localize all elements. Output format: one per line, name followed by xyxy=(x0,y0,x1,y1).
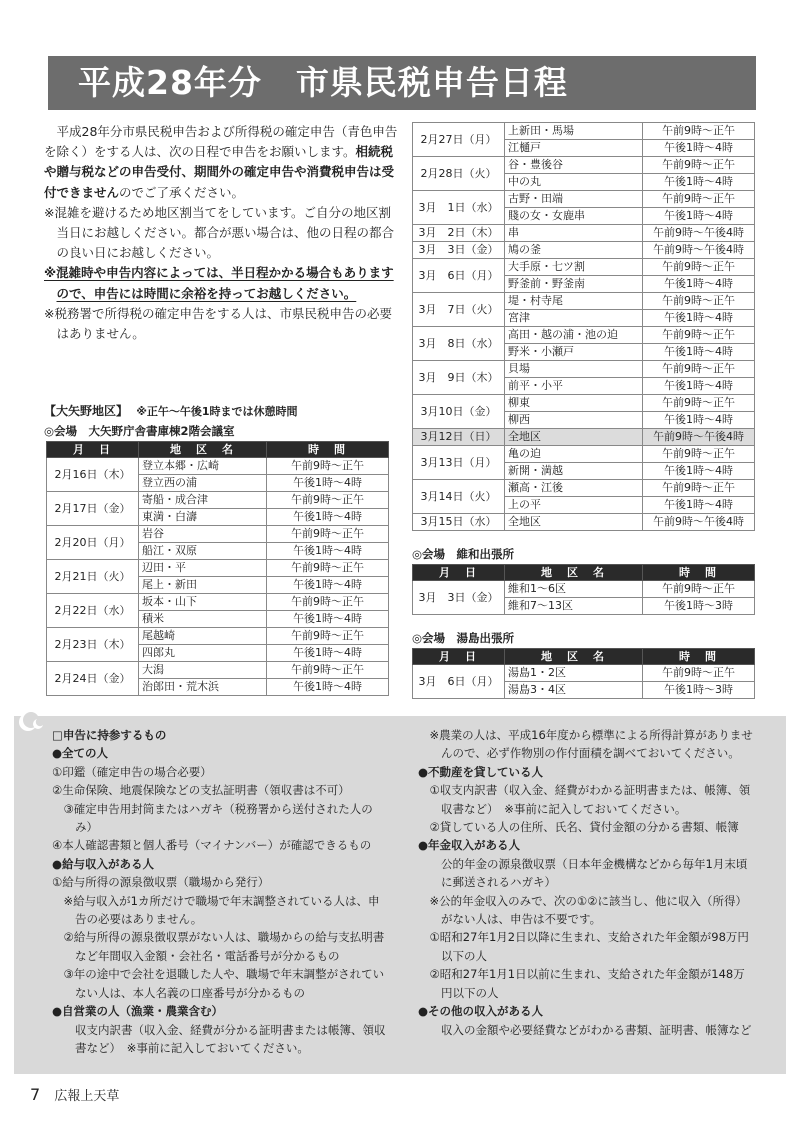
schedule-time: 午後1時～3時 xyxy=(643,682,755,699)
table-header-row xyxy=(47,442,389,458)
schedule-district: 湯島1・2区 xyxy=(505,665,643,682)
schedule-date: 3月 8日（水） xyxy=(413,327,505,361)
table-row xyxy=(47,662,389,679)
items-left-column xyxy=(52,726,390,1057)
schedule-time: 午後1時～4時 xyxy=(643,208,755,225)
schedule-time: 午後1時～4時 xyxy=(643,276,755,293)
schedule-date: 2月20日（月） xyxy=(47,526,139,560)
table-row xyxy=(413,191,755,208)
schedule-time: 午前9時～正午 xyxy=(643,123,755,140)
table-row xyxy=(413,395,755,412)
item-heading: ●全ての人 xyxy=(52,746,109,761)
area-note: ※正午～午後1時までは休憩時間 xyxy=(136,405,298,418)
schedule-table-ishiwa xyxy=(412,564,755,615)
schedule-district: 維和1～6区 xyxy=(505,581,643,598)
table-row xyxy=(413,157,755,174)
item-text: ①昭和27年1月2日以降に生まれ、支給された年金額が98万円以下の人 xyxy=(429,930,749,963)
schedule-date: 3月10日（金） xyxy=(413,395,505,429)
schedule-district: 谷・豊後谷 xyxy=(505,157,643,174)
area-name: 【大矢野地区】 xyxy=(44,404,129,418)
schedule-time: 午前9時～正午 xyxy=(267,628,389,645)
page-number: 7 xyxy=(30,1085,41,1104)
table-row xyxy=(413,665,755,682)
schedule-time: 午前9時～正午 xyxy=(643,581,755,598)
ishiwa-venue: ◎会場 維和出張所 xyxy=(412,547,515,561)
schedule-time: 午前9時～正午 xyxy=(267,526,389,543)
schedule-date: 2月22日（水） xyxy=(47,594,139,628)
schedule-district: 大手原・七ツ割 xyxy=(505,259,643,276)
item-text: ②給与所得の源泉徴収票がない人は、職場からの給与支払明書など年間収入金額・会社名・電話番号が分かるもの xyxy=(63,930,385,963)
schedule-date: 2月17日（金） xyxy=(47,492,139,526)
item-text: ③確定申告用封筒またはハガキ（税務署から送付された人のみ） xyxy=(63,801,373,835)
table-header-row xyxy=(413,565,755,581)
item-heading: □申告に持参するもの xyxy=(52,728,167,742)
schedule-time: 午前9時～正午 xyxy=(643,157,755,174)
schedule-district: 野米・小瀬戸 xyxy=(505,344,643,361)
schedule-district: 宮津 xyxy=(505,310,643,327)
table-header-row xyxy=(413,649,755,665)
schedule-time: 午後1時～4時 xyxy=(267,577,389,594)
schedule-date: 3月13日（月） xyxy=(413,446,505,480)
items-right-column xyxy=(418,726,754,1039)
header-date: 月 日 xyxy=(47,442,139,458)
schedule-date: 2月21日（火） xyxy=(47,560,139,594)
schedule-date: 3月 3日（金） xyxy=(413,242,505,259)
table-row xyxy=(413,480,755,497)
page-footer xyxy=(30,1085,119,1104)
item-text: ③年の途中で会社を退職した人や、職場で年末調整がされていない人は、本人名義の口座番号が分かるもの xyxy=(63,967,385,1000)
schedule-district: 高田・越の浦・池の迫 xyxy=(505,327,643,344)
schedule-district: 登立本郷・広崎 xyxy=(139,458,267,475)
schedule-time: 午後1時～4時 xyxy=(643,497,755,514)
schedule-time: 午後1時～4時 xyxy=(267,475,389,492)
item-text: ①給与所得の源泉徴収票（職場から発行） xyxy=(52,875,270,890)
schedule-date: 3月 6日（月） xyxy=(413,665,505,699)
schedule-time: 午前9時～午後4時 xyxy=(643,514,755,531)
schedule-time: 午後1時～4時 xyxy=(643,344,755,361)
schedule-district: 新開・満越 xyxy=(505,463,643,480)
crescent-decoration-icon xyxy=(16,710,46,734)
item-text: ①収支内訳書（収入金、経費がわかる証明書または、帳簿、領収書など） ※事前に記入しておいてください。 xyxy=(429,783,751,816)
intro-note-3: ※税務署で所得税の確定申告をする人は、市県民税申告の必要はありません。 xyxy=(44,305,392,342)
schedule-time: 午前9時～正午 xyxy=(643,361,755,378)
item-text: 収支内訳書（収入金、経費が分かる証明書または帳簿、領収書など） ※事前に記入しておいてください。 xyxy=(63,1022,386,1055)
schedule-district: 江樋戸 xyxy=(505,140,643,157)
header-time: 時 間 xyxy=(643,649,755,665)
schedule-district: 維和7～13区 xyxy=(505,598,643,615)
item-heading: ●不動産を貸している人 xyxy=(418,764,544,779)
schedule-date: 2月28日（火） xyxy=(413,157,505,191)
schedule-time: 午後1時～4時 xyxy=(267,509,389,526)
schedule-district: 瀬高・江後 xyxy=(505,480,643,497)
table-row xyxy=(413,123,755,140)
item-text: 収入の金額や必要経費などがわかる書類、証明書、帳簿など xyxy=(429,1022,752,1037)
schedule-date: 3月 1日（水） xyxy=(413,191,505,225)
schedule-district: 尾上・新田 xyxy=(139,577,267,594)
schedule-time: 午前9時～正午 xyxy=(643,446,755,463)
schedule-district: 登立西の浦 xyxy=(139,475,267,492)
oyano-venue: ◎会場 大矢野庁舎書庫棟2階会議室 xyxy=(44,424,235,438)
title-banner xyxy=(48,56,756,110)
schedule-time: 午前9時～正午 xyxy=(267,492,389,509)
page-title: 平成28年分 市県民税申告日程 xyxy=(78,63,568,102)
schedule-table-oyano-1 xyxy=(46,441,389,696)
schedule-time: 午前9時～午後4時 xyxy=(643,225,755,242)
item-text: ④本人確認書類と個人番号（マイナンバー）が確認できるもの xyxy=(52,838,372,853)
schedule-district: 貝場 xyxy=(505,361,643,378)
table-row xyxy=(47,526,389,543)
table-row xyxy=(47,492,389,509)
header-district: 地 区 名 xyxy=(505,565,643,581)
schedule-district: 東満・白濤 xyxy=(139,509,267,526)
schedule-date: 3月12日（日） xyxy=(413,429,505,446)
schedule-date: 2月23日（木） xyxy=(47,628,139,662)
schedule-district: 鳩の釜 xyxy=(505,242,643,259)
item-heading: ●給与収入がある人 xyxy=(52,856,155,871)
schedule-time: 午前9時～正午 xyxy=(643,395,755,412)
intro-note-2: ※混雑時や申告内容によっては、半日程かかる場合もありますので、申告には時間に余裕を持ってお越しください。 xyxy=(44,265,394,301)
schedule-time: 午前9時～正午 xyxy=(267,594,389,611)
schedule-district: 湯島3・4区 xyxy=(505,682,643,699)
schedule-time: 午前9時～正午 xyxy=(267,458,389,475)
schedule-district: 積米 xyxy=(139,611,267,628)
item-heading: ●その他の収入がある人 xyxy=(418,1004,544,1019)
schedule-time: 午後1時～4時 xyxy=(643,140,755,157)
schedule-time: 午前9時～午後4時 xyxy=(643,429,755,446)
schedule-date: 3月 7日（火） xyxy=(413,293,505,327)
table-row xyxy=(413,242,755,259)
schedule-date: 2月27日（月） xyxy=(413,123,505,157)
item-text: ②昭和27年1月1日以前に生まれ、支給された年金額が148万円以下の人 xyxy=(429,967,745,1000)
item-text: ※公的年金収入のみで、次の①②に該当し、他に収入（所得）がない人は、申告は不要です。 xyxy=(429,893,748,927)
schedule-time: 午後1時～4時 xyxy=(643,463,755,480)
schedule-time: 午前9時～正午 xyxy=(643,191,755,208)
schedule-date: 3月14日（火） xyxy=(413,480,505,514)
table-row xyxy=(413,327,755,344)
intro-text-c: のでご了承ください。 xyxy=(119,184,245,200)
schedule-time: 午前9時～正午 xyxy=(643,480,755,497)
schedule-district: 四郎丸 xyxy=(139,645,267,662)
schedule-district: 堤・村寺尾 xyxy=(505,293,643,310)
schedule-district: 亀の迫 xyxy=(505,446,643,463)
schedule-time: 午後1時～3時 xyxy=(643,598,755,615)
schedule-district: 岩谷 xyxy=(139,526,267,543)
schedule-district: 寄船・成合津 xyxy=(139,492,267,509)
schedule-time: 午後1時～4時 xyxy=(267,611,389,628)
schedule-district: 治郎田・荒木浜 xyxy=(139,679,267,696)
item-text: 公的年金の源泉徴収票（日本年金機構などから毎年1月末頃に郵送されるハガキ） xyxy=(429,856,748,890)
intro-paragraph xyxy=(44,122,398,203)
schedule-time: 午後1時～4時 xyxy=(267,679,389,696)
schedule-district: 賤の女・女鹿串 xyxy=(505,208,643,225)
schedule-time: 午前9時～正午 xyxy=(267,560,389,577)
intro-note-1: ※混雑を避けるため地区割当てをしています。ご自分の地区割当日にお越しください。都合が悪い場合は、他の日程の都合の良い日にお越しください。 xyxy=(44,204,395,261)
item-text: ②生命保険、地震保険などの支払証明書（領収書は不可） xyxy=(52,783,350,798)
intro-text xyxy=(44,122,398,344)
item-heading: ●自営業の人（漁業・農業含む） xyxy=(52,1004,224,1019)
header-time: 時 間 xyxy=(267,442,389,458)
oyano-area-heading xyxy=(44,402,298,419)
schedule-time: 午前9時～正午 xyxy=(643,665,755,682)
schedule-time: 午後1時～4時 xyxy=(267,543,389,560)
table-row xyxy=(413,429,755,446)
schedule-time: 午後1時～4時 xyxy=(643,378,755,395)
header-date: 月 日 xyxy=(413,649,505,665)
schedule-time: 午前9時～午後4時 xyxy=(643,242,755,259)
item-text: ※農業の人は、平成16年度から標準による所得計算がありませんので、必ず作物別の作付面積を調べておいてください。 xyxy=(429,728,753,761)
item-text: ②貸している人の住所、氏名、貸付金額の分かる書類、帳簿 xyxy=(429,820,739,835)
schedule-district: 尾越崎 xyxy=(139,628,267,645)
table-row xyxy=(413,446,755,463)
schedule-district: 中の丸 xyxy=(505,174,643,191)
schedule-district: 串 xyxy=(505,225,643,242)
intro-text-a: 平成28年分市県民税申告および所得税の確定申告（青色申告を除く）をする人は、次の日程で申告をお願いします。 xyxy=(44,124,398,160)
schedule-date: 2月24日（金） xyxy=(47,662,139,696)
schedule-district: 坂本・山下 xyxy=(139,594,267,611)
table-row xyxy=(413,259,755,276)
header-date: 月 日 xyxy=(413,565,505,581)
schedule-district: 全地区 xyxy=(505,514,643,531)
schedule-district: 大潟 xyxy=(139,662,267,679)
schedule-date: 3月 6日（月） xyxy=(413,259,505,293)
schedule-time: 午後1時～4時 xyxy=(267,645,389,662)
publication-name: 広報上天草 xyxy=(54,1089,120,1104)
table-row xyxy=(47,628,389,645)
schedule-district: 柳東 xyxy=(505,395,643,412)
schedule-district: 野釜前・野釜南 xyxy=(505,276,643,293)
header-time: 時 間 xyxy=(643,565,755,581)
schedule-district: 辺田・平 xyxy=(139,560,267,577)
schedule-district: 上の平 xyxy=(505,497,643,514)
schedule-time: 午後1時～4時 xyxy=(643,310,755,327)
schedule-date: 3月 2日（木） xyxy=(413,225,505,242)
schedule-district: 古野・田端 xyxy=(505,191,643,208)
table-row xyxy=(413,361,755,378)
intro-text-bold: 相続税や贈与税などの申告受付、期間外の確定申告や消費税申告は受付できません xyxy=(44,144,395,200)
table-row xyxy=(413,581,755,598)
schedule-time: 午後1時～4時 xyxy=(643,412,755,429)
table-row xyxy=(47,560,389,577)
schedule-district: 柳西 xyxy=(505,412,643,429)
schedule-date: 3月15日（水） xyxy=(413,514,505,531)
schedule-time: 午前9時～正午 xyxy=(643,259,755,276)
schedule-district: 上新田・馬場 xyxy=(505,123,643,140)
schedule-district: 前平・小平 xyxy=(505,378,643,395)
table-row xyxy=(47,594,389,611)
item-text: ①印鑑（確定申告の場合必要） xyxy=(52,764,212,779)
header-district: 地 区 名 xyxy=(139,442,267,458)
schedule-time: 午前9時～正午 xyxy=(643,293,755,310)
schedule-district: 全地区 xyxy=(505,429,643,446)
header-district: 地 区 名 xyxy=(505,649,643,665)
table-row xyxy=(413,293,755,310)
schedule-date: 2月16日（木） xyxy=(47,458,139,492)
schedule-time: 午前9時～正午 xyxy=(267,662,389,679)
schedule-time: 午後1時～4時 xyxy=(643,174,755,191)
yushima-venue: ◎会場 湯島出張所 xyxy=(412,631,515,645)
schedule-date: 3月 3日（金） xyxy=(413,581,505,615)
schedule-district: 船江・双原 xyxy=(139,543,267,560)
table-row xyxy=(413,225,755,242)
item-heading: ●年金収入がある人 xyxy=(418,838,521,853)
table-row xyxy=(47,458,389,475)
schedule-table-yushima xyxy=(412,648,755,699)
table-row xyxy=(413,514,755,531)
item-text: ※給与収入が1カ所だけで職場で年末調整されている人は、申告の必要はありません。 xyxy=(63,893,380,927)
schedule-table-oyano-2 xyxy=(412,122,755,531)
schedule-time: 午前9時～正午 xyxy=(643,327,755,344)
schedule-date: 3月 9日（木） xyxy=(413,361,505,395)
